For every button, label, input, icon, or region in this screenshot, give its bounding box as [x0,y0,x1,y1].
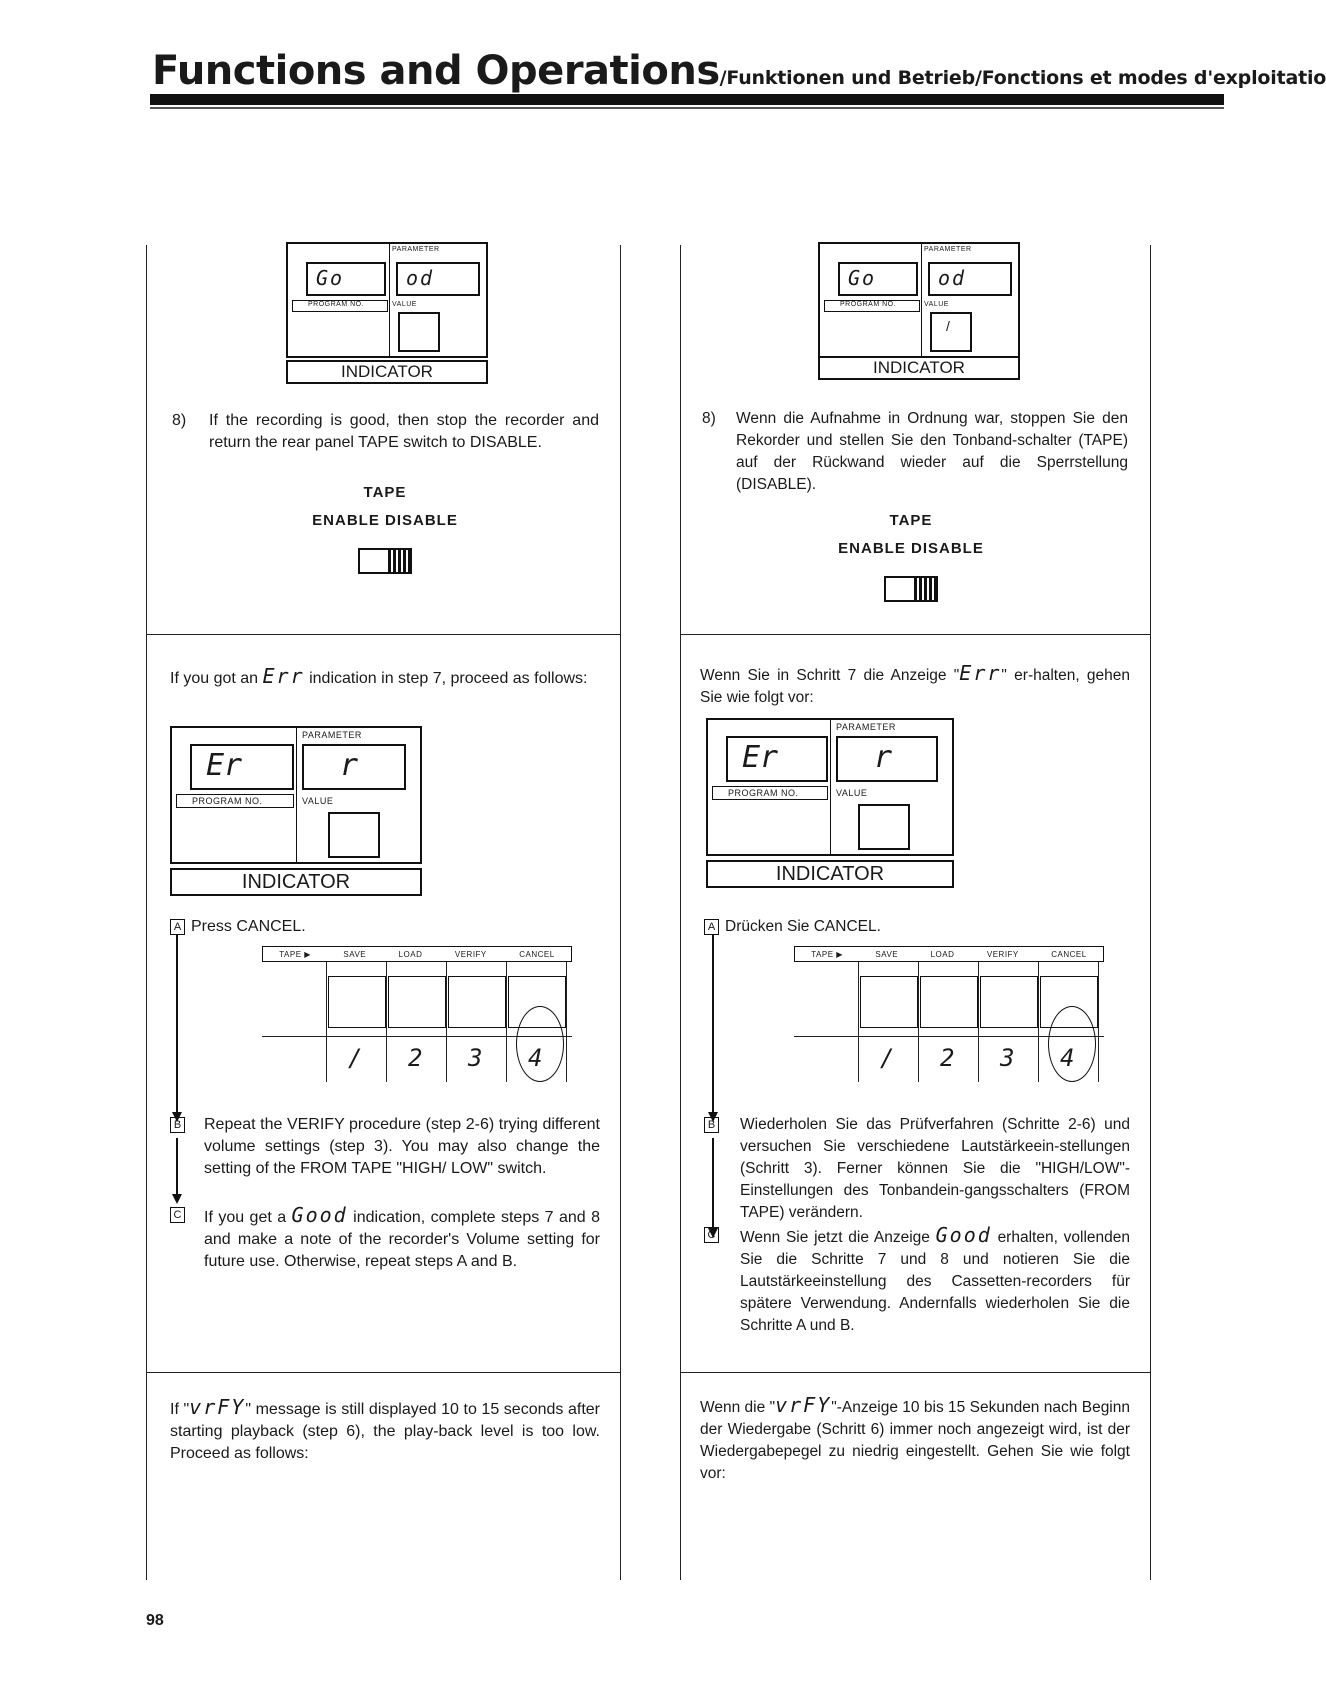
stepB-de: Wiederholen Sie das Prüfverfahren (Schritte 2-6) und versuchen Sie verschiedene Lautstärkeein-stellungen (Schritt 3). Ferner können Sie die "HIGH/LOW"-Einstellungen des Tonbandein-gangsschalters (FROM TAPE) verändern. [740,1116,1130,1221]
stepA-de: A Drücken Sie CANCEL. [704,916,1134,938]
indicator-good-de: PARAMETER Go od PROGRAM NO. VALUE / [818,242,1020,358]
indicator-err-de: PARAMETER Er r PROGRAM NO. VALUE [706,718,954,856]
err-intro-de: Wenn Sie in Schritt 7 die Anzeige "Err" er-halten, gehen Sie wie folgt vor: [700,661,1130,706]
page-number: 98 [146,1612,164,1629]
finger-icon [1048,1006,1096,1082]
indicator-bar-de: INDICATOR [818,356,1020,380]
tape-panel-en: TAPE ▶ SAVE LOAD VERIFY CANCEL / 2 3 4 [262,946,572,1086]
title-sub: /Funktionen und Betrieb/Fonctions et modes d'exploitatio [719,67,1326,89]
stepC-en: If you get a Good indication, complete steps 7 and 8 and make a note of the recorder's Volume setting for future use. Otherwise, repeat steps A and B. [204,1203,600,1270]
divider-de-1 [680,634,1151,635]
tape-panel-de: TAPE ▶ SAVE LOAD VERIFY CANCEL / 2 3 4 [794,946,1104,1086]
stepC-de: Wenn Sie jetzt die Anzeige Good erhalten, vollenden Sie die Schritte 7 und 8 und notieren Sie die Lautstärkeeinstellung des Cassetten-recorders für spätere Verwendung. Andernfalls wiederholen Sie die Schritte A und B. [740,1223,1130,1334]
tape-switch-en [358,548,412,574]
indicator-err-en: PARAMETER Er r PROGRAM NO. VALUE [170,726,422,864]
divider-en-2 [146,1372,621,1373]
indicator-bar-err-en: INDICATOR [170,868,422,896]
parameter-display: od [396,262,480,296]
err-code: Err [262,664,305,688]
indicator-bar-err-de: INDICATOR [706,860,954,888]
good-code: Good [291,1203,348,1227]
frame-mid-right [680,245,681,1580]
page-title [152,48,1326,94]
program-display: Go [306,262,386,296]
frame-mid-left [620,245,621,1580]
step8-text-de: Wenn die Aufnahme in Ordnung war, stoppen Sie den Rekorder und stellen Sie den Tonband-schalter (TAPE) auf der Rückwand wieder auf die Sperrstellung (DISABLE). [736,410,1128,493]
tape-switch-de [884,576,938,602]
frame-right [1150,245,1151,1580]
divider-en-1 [146,634,621,635]
vrfy-de: Wenn die "vrFY"-Anzeige 10 bis 15 Sekunden nach Beginn der Wiedergabe (Schritt 6) immer noch angezeigt wird, ist der Wiedergabepegel zu niedrig eingestellt. Gehen Sie wie folgt vor: [700,1393,1130,1482]
header-rule-thin [150,107,1224,109]
tape-enable-disable-en: ENABLE DISABLE [312,512,458,529]
tape-enable-disable-de: ENABLE DISABLE [838,540,984,557]
err-intro-en: If you got an Err indication in step 7, proceed as follows: [170,664,588,688]
finger-icon [516,1006,564,1082]
indicator-bar-en: INDICATOR [286,360,488,384]
indicator-good-en: PARAMETER Go od PROGRAM NO. VALUE [286,242,488,358]
tape-title-de: TAPE [889,512,933,529]
vrfy-en: If "vrFY" message is still displayed 10 to 15 seconds after starting playback (step 6), the play-back level is too low. Proceed as follows: [170,1395,601,1462]
tape-title-en: TAPE [363,484,407,501]
value-display [398,312,440,352]
vrfy-code: vrFY [189,1395,246,1419]
title-main: Functions and Operations [152,48,720,94]
header-rule [150,94,1224,105]
divider-de-2 [680,1372,1151,1373]
stepB-en: Repeat the VERIFY procedure (step 2-6) trying different volume settings (step 3). You may also change the setting of the FROM TAPE "HIGH/ LOW" switch. [204,1116,600,1177]
frame-left [146,245,147,1580]
stepA-en: A Press CANCEL. [170,916,600,938]
step8-text-en: If the recording is good, then stop the recorder and return the rear panel TAPE switch to DISABLE. [209,412,599,451]
